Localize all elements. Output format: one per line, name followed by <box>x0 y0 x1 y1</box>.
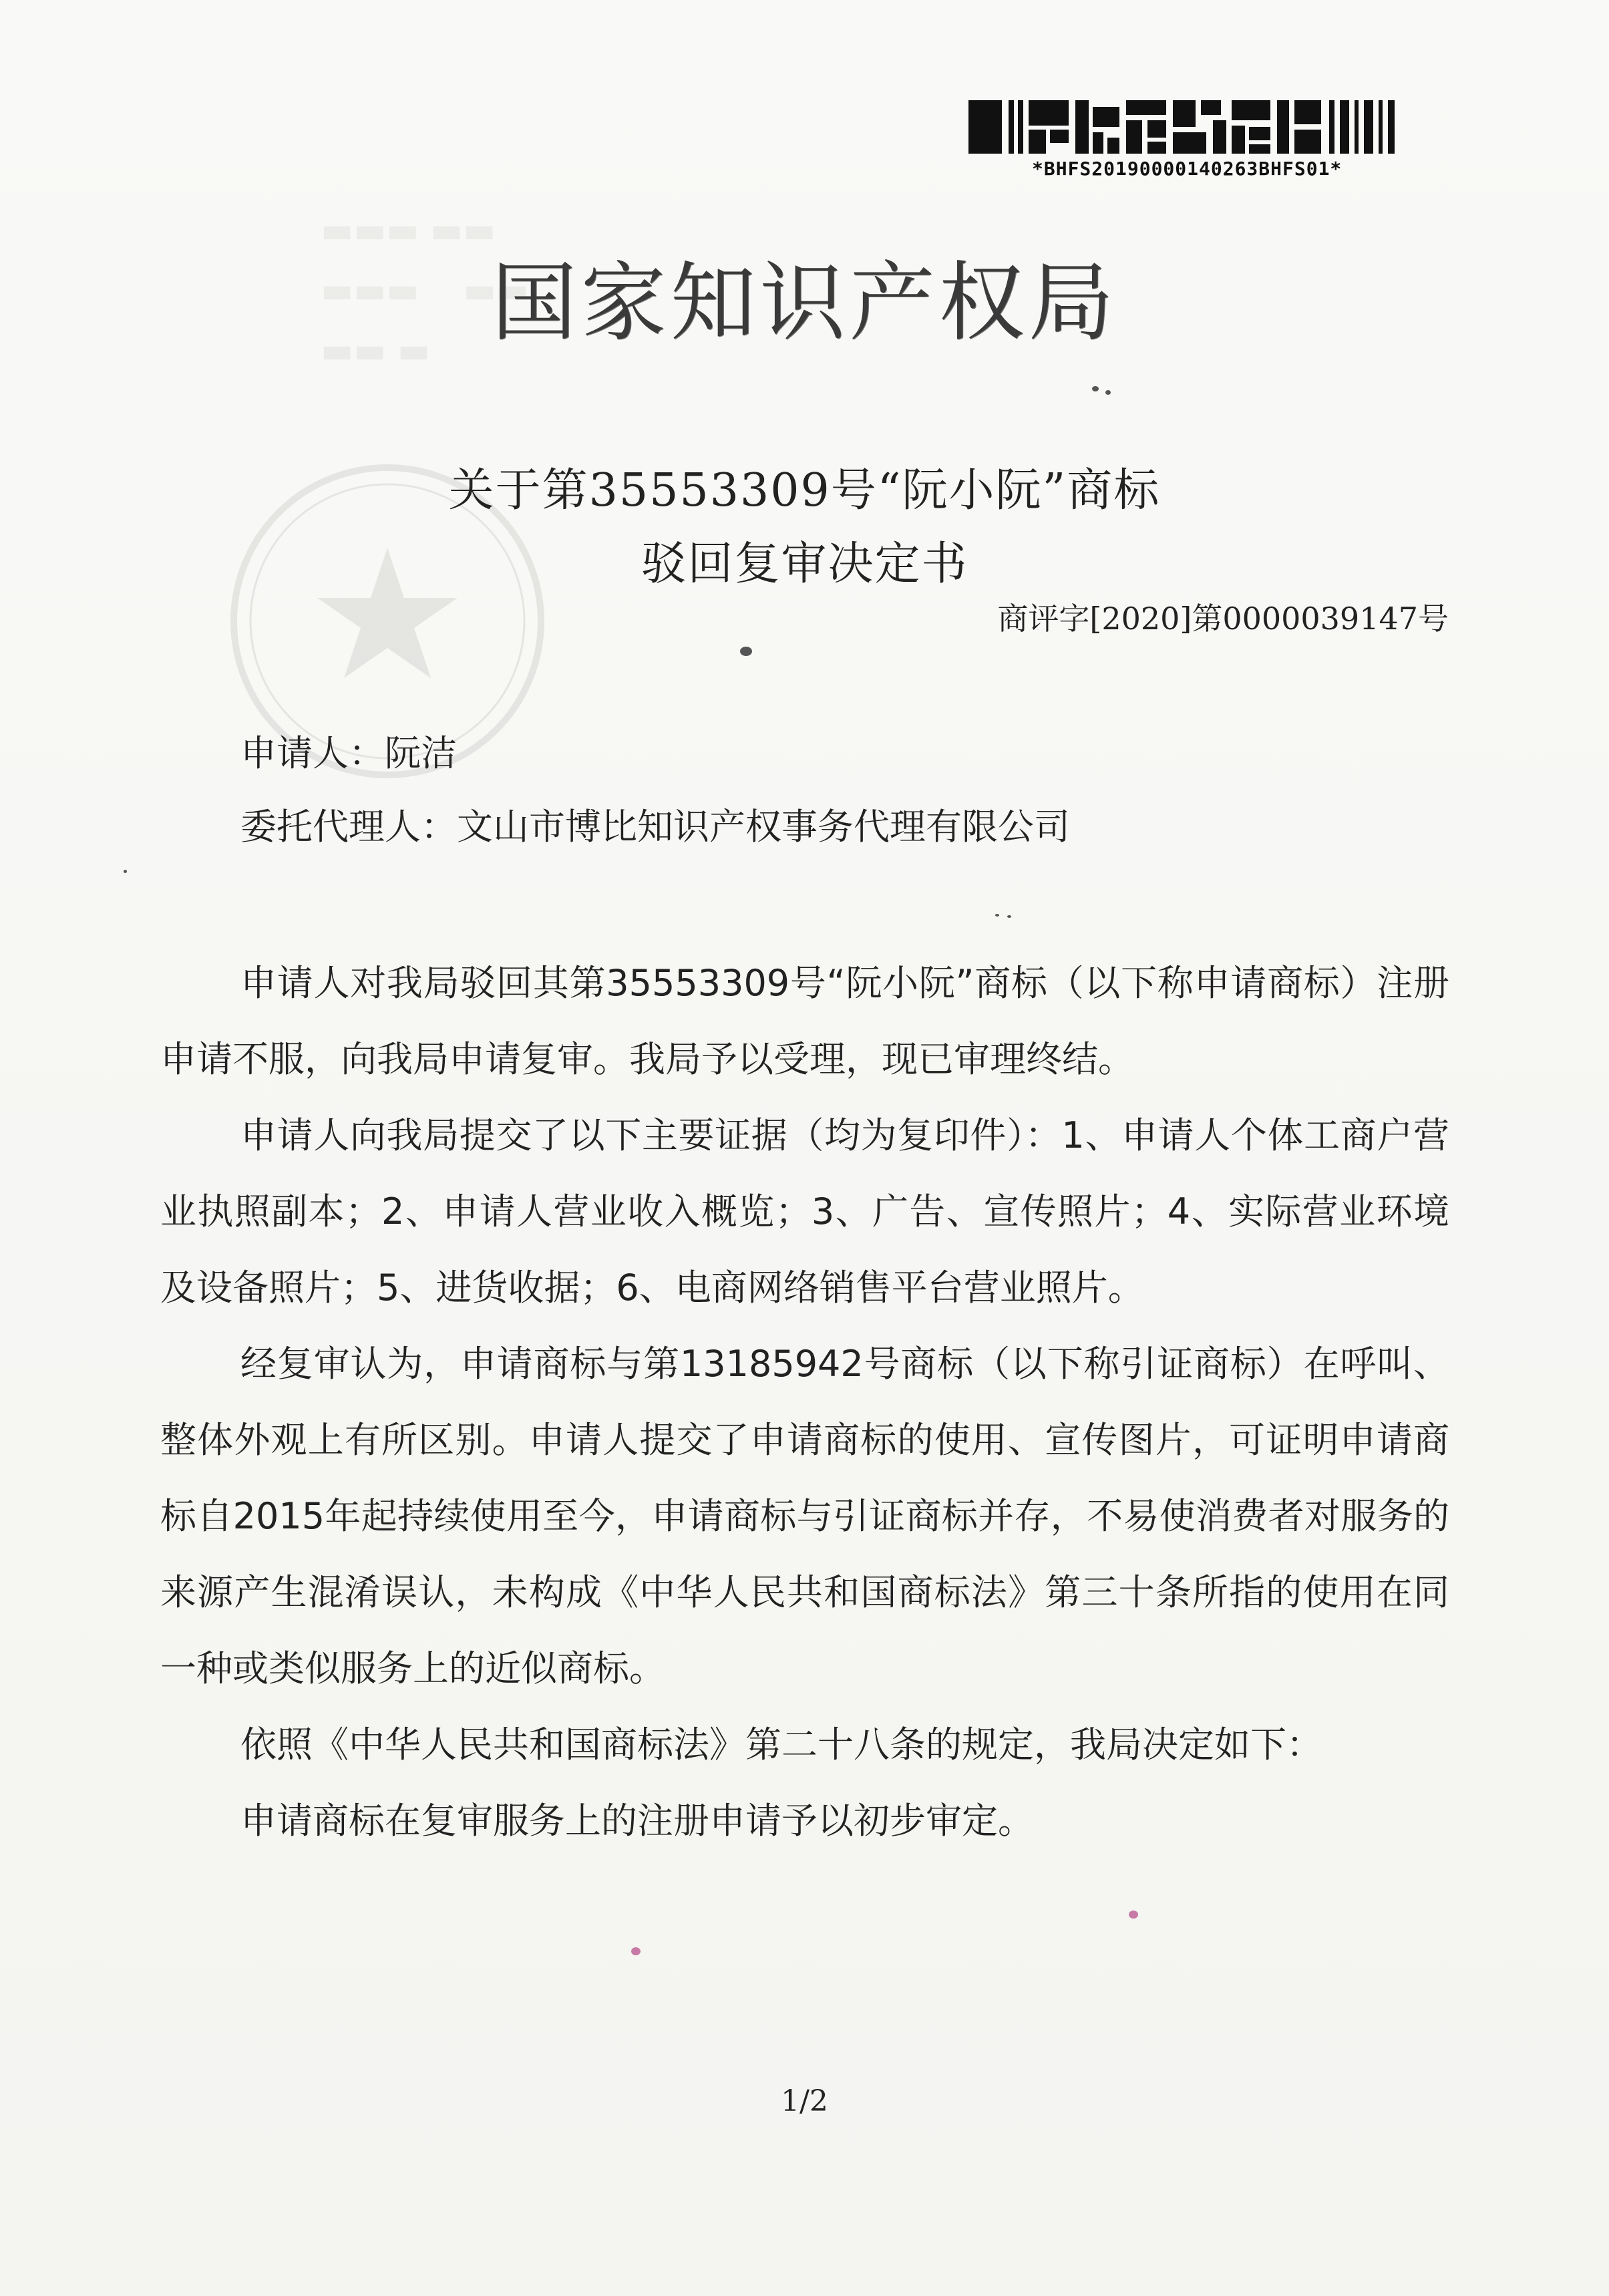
scan-speck <box>124 870 127 873</box>
applicant-line: 申请人：阮洁 <box>240 732 457 774</box>
barcode-icon <box>968 100 1396 154</box>
paragraph: 经复审认为，申请商标与第13185942号商标（以下称引证商标）在呼叫、整体外观上有所区别。申请人提交了申请商标的使用、宣传图片，可证明申请商标自2015年起持续使用至今，申请商标与引证商标并存，不易使消费者对服务的来源产生混淆误认，未构成《中华人民共和国商标法》第三十条所指的使用在同一种或类似服务上的近似商标。 <box>160 1343 1449 1689</box>
scan-speck <box>1129 1911 1138 1919</box>
paragraph: 申请商标在复审服务上的注册申请予以初步审定。 <box>240 1800 1034 1842</box>
decision-body <box>160 945 1449 1859</box>
document-title-line2: 驳回复审决定书 <box>641 538 968 591</box>
barcode <box>968 100 1396 184</box>
scan-speck <box>1105 390 1111 395</box>
ghost-bleed-text: ▬▬▬ ▬▬ ▬▬▬ ▬▬ ▬▬ ▬ <box>321 210 529 371</box>
agent-line: 委托代理人：文山市博比知识产权事务代理有限公司 <box>240 806 1070 848</box>
scan-speck <box>995 914 999 917</box>
agency-title: 国家知识产权局 <box>491 253 1118 353</box>
scan-speck <box>1092 386 1099 391</box>
barcode-number: *BHFS20190000140263BHFS01* <box>1032 158 1343 180</box>
document-number: 商评字[2020]第0000039147号 <box>997 601 1449 637</box>
page-number: 1/2 <box>781 2084 828 2118</box>
paragraph: 申请人对我局驳回其第35553309号“阮小阮”商标（以下称申请商标）注册申请不服，向我局申请复审。我局予以受理，现已审理终结。 <box>160 962 1449 1080</box>
scan-speck <box>631 1947 641 1955</box>
document-title-line1: 关于第35553309号“阮小阮”商标 <box>448 464 1161 517</box>
paragraph: 依照《中华人民共和国商标法》第二十八条的规定，我局决定如下： <box>240 1724 1322 1766</box>
scan-speck <box>1007 915 1011 918</box>
paragraph: 申请人向我局提交了以下主要证据（均为复印件）：1、申请人个体工商户营业执照副本；2、申请人营业收入概览；3、广告、宣传照片；4、实际营业环境及设备照片；5、进货收据；6、电商网络销售平台营业照片。 <box>160 1114 1449 1309</box>
scan-speck <box>740 647 752 656</box>
